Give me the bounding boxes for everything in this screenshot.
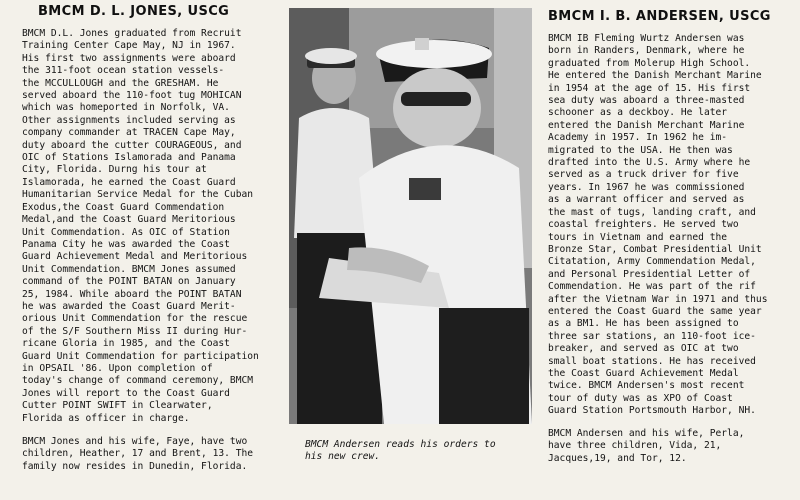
crew-photo <box>289 8 532 424</box>
text-line: entered the Danish Merchant Marine <box>548 119 745 131</box>
text-line: Unit Commendation. BMCM Jones assumed <box>22 263 236 275</box>
text-line: tour of duty was as XPO of Coast <box>548 392 733 404</box>
text-line: drafted into the U.S. Army where he <box>548 157 751 169</box>
text-line: Jacques,19, and Tor, 12. <box>548 452 687 464</box>
text-line: Exodus,the Coast Guard Commendation <box>22 201 225 213</box>
text-line: the mast of tugs, landing craft, and <box>548 206 756 218</box>
text-line: BMCM D.L. Jones graduated from Recruit <box>22 28 242 39</box>
text-line: three sar stations, an 110-foot ice- <box>548 330 756 342</box>
text-line: and Personal Presidential Letter of <box>548 268 751 280</box>
text-line: Bronze Star, Combat Presidential Unit <box>548 243 762 255</box>
text-line: Academy in 1957. In 1962 he im- <box>548 132 728 144</box>
text-line: Panama City he was awarded the Coast <box>22 238 230 250</box>
text-line: have three children, Vida, 21, <box>548 440 722 452</box>
right-article-heading: BMCM I. B. ANDERSEN, USCG <box>548 9 771 24</box>
text-line: graduated from Molerup High School. <box>548 57 751 69</box>
text-line: BMCM Jones and his wife, Faye, have two <box>22 436 248 447</box>
text-line: Commendation. He was part of the rif <box>548 281 756 293</box>
text-line: Guard Achievement Medal and Meritorious <box>22 251 248 263</box>
text-line: Islamorada, he earned the Coast Guard <box>22 176 236 188</box>
text-line: today's change of command ceremony, BMCM <box>22 375 254 387</box>
text-line: company commander at TRACEN Cape May, <box>22 127 236 139</box>
text-line: Citatation, Army Commendation Medal, <box>548 256 756 268</box>
text-line: Cutter POINT SWIFT in Clearwater, <box>22 400 213 412</box>
text-line: His first two assignments were aboard <box>22 52 236 64</box>
text-line: his new crew. <box>305 451 381 463</box>
text-line: Unit Commendation. As OIC of Station <box>22 226 230 238</box>
text-line: BMCM Andersen reads his orders to <box>305 439 496 450</box>
text-line: Other assignments included serving as <box>22 114 236 126</box>
text-line: twice. BMCM Andersen's most recent <box>548 380 745 392</box>
right-article-family-paragraph <box>548 428 794 480</box>
text-line: coastal freighters. He served two <box>548 219 739 231</box>
text-line: sea duty was aboard a three-masted <box>548 95 745 107</box>
text-line: family now resides in Dunedin, Florida. <box>22 460 248 472</box>
text-line: children, Heather, 17 and Brent, 13. The <box>22 448 254 460</box>
photo-caption <box>305 439 535 464</box>
text-line: tours in Vietnam and earned the <box>548 231 728 243</box>
text-line: served aboard the 110-foot tug MOHICAN <box>22 90 242 102</box>
text-line: command of the POINT BATAN on January <box>22 276 236 288</box>
text-line: the 311-foot ocean station vessels- <box>22 65 225 77</box>
text-line: served as a truck driver for five <box>548 169 739 181</box>
text-line: BMCM IB Fleming Wurtz Andersen was <box>548 33 745 44</box>
text-line: in 1954 at the age of 15. His first <box>548 82 751 94</box>
text-line: the MCCULLOUGH and the GRESHAM. He <box>22 77 219 89</box>
text-line: duty aboard the cutter COURAGEOUS, and <box>22 139 242 151</box>
right-article-body <box>548 33 794 433</box>
left-article-body <box>22 28 290 428</box>
text-line: He entered the Danish Merchant Marine <box>548 70 762 82</box>
text-line: Humanitarian Service Medal for the Cuban <box>22 189 254 201</box>
text-line: Guard Station Portsmouth Harbor, NH. <box>548 405 756 417</box>
text-line: he was awarded the Coast Guard Merit- <box>22 300 236 312</box>
text-line: the Coast Guard Achievement Medal <box>548 367 739 379</box>
text-line: which was homeported in Norfolk, VA. <box>22 102 230 114</box>
text-line: entered the Coast Guard the same year <box>548 305 762 317</box>
text-line: OIC of Stations Islamorada and Panama <box>22 152 236 164</box>
text-line: City, Florida. Durng his tour at <box>22 164 207 176</box>
text-line: Medal,and the Coast Guard Meritorious <box>22 214 236 226</box>
text-line: years. In 1967 he was commissioned <box>548 181 745 193</box>
text-line: of the S/F Southern Miss II during Hur- <box>22 325 248 337</box>
left-article-heading: BMCM D. L. JONES, USCG <box>38 4 230 19</box>
text-line: after the Vietnam War in 1971 and thus <box>548 293 768 305</box>
photo-illustration <box>289 8 532 424</box>
text-line: born in Randers, Denmark, where he <box>548 45 745 57</box>
text-line: schooner as a deckboy. He later <box>548 107 728 119</box>
text-line: ricane Gloria in 1985, and the Coast <box>22 338 230 350</box>
text-line: Guard Unit Commendation for participation <box>22 350 259 362</box>
text-line: as a BM1. He has been assigned to <box>548 318 739 330</box>
text-line: 25, 1984. While aboard the POINT BATAN <box>22 288 242 300</box>
text-line: Jones will report to the Coast Guard <box>22 387 230 399</box>
text-line: BMCM Andersen and his wife, Perla, <box>548 428 745 439</box>
text-line: orious Unit Commendation for the rescue <box>22 313 248 325</box>
left-article-family-paragraph <box>22 436 292 488</box>
text-line: as a warrant officer and served as <box>548 194 745 206</box>
text-line: breaker, and served as OIC at two <box>548 343 739 355</box>
text-line: Training Center Cape May, NJ in 1967. <box>22 40 236 52</box>
text-line: Florida as officer in charge. <box>22 412 190 424</box>
text-line: in OPSAIL '86. Upon completion of <box>22 362 213 374</box>
text-line: migrated to the USA. He then was <box>548 144 733 156</box>
text-line: small boat stations. He has received <box>548 355 756 367</box>
